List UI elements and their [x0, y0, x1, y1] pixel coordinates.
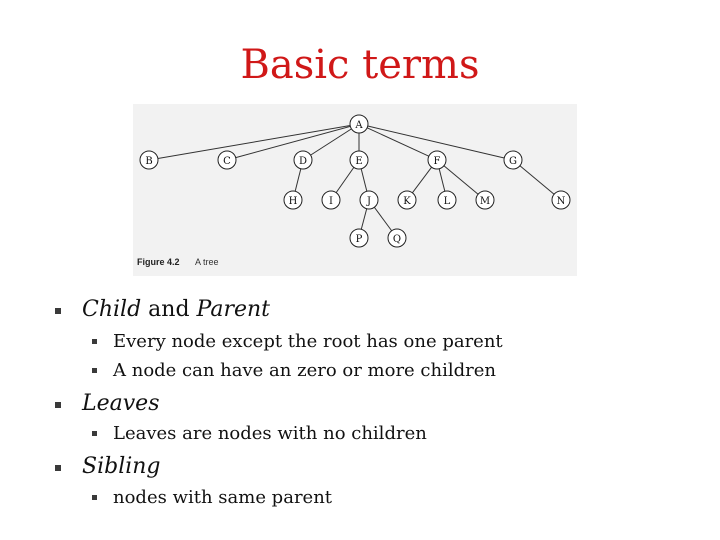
tree-edge-g-n — [520, 166, 554, 194]
tree-node-label: H — [288, 196, 298, 207]
sub-bullet-marker — [92, 495, 97, 500]
tree-diagram — [133, 104, 577, 276]
tree-node-label: E — [355, 156, 363, 167]
tree-node-b — [140, 151, 158, 169]
tree-node-label: G — [509, 156, 517, 167]
tree-node-k — [398, 191, 416, 209]
bullet-children-rule: A node can have an zero or more children — [113, 360, 496, 381]
bullet-marker — [55, 308, 61, 314]
tree-edge-e-j — [361, 169, 367, 192]
tree-node-label: M — [479, 196, 491, 207]
tree-node-i — [322, 191, 340, 209]
tree-node-label: J — [366, 196, 372, 207]
tree-node-label: N — [556, 196, 566, 207]
tree-node-c — [218, 151, 236, 169]
tree-figure — [133, 104, 577, 276]
tree-node-label: Q — [392, 234, 402, 245]
tree-node-label: K — [403, 196, 411, 207]
tree-node-label: I — [329, 196, 333, 207]
tree-node-label: F — [433, 156, 441, 167]
slide-title: Basic terms — [240, 42, 480, 88]
bullet-marker — [55, 402, 61, 408]
and-word: and — [141, 297, 197, 322]
tree-node-l — [438, 191, 456, 209]
tree-node-h — [284, 191, 302, 209]
tree-edge-d-h — [295, 169, 301, 192]
tree-edge-f-l — [439, 169, 445, 192]
figure-caption-text: A tree — [195, 257, 219, 267]
tree-edge-j-p — [361, 209, 366, 230]
tree-edge-a-d — [311, 129, 352, 155]
bullet-leaves-definition: Leaves are nodes with no children — [113, 423, 427, 444]
bullet-sibling: Sibling — [82, 454, 161, 479]
tree-node-e — [350, 151, 368, 169]
bullet-marker — [55, 465, 61, 471]
tree-edge-f-m — [444, 166, 478, 194]
tree-node-label: L — [443, 196, 451, 207]
tree-node-label: C — [223, 156, 231, 167]
tree-node-q — [388, 229, 406, 247]
parent-term: Parent — [196, 297, 271, 322]
tree-edge-f-k — [412, 167, 431, 193]
bullet-leaves: Leaves — [82, 391, 160, 416]
tree-edge-e-i — [336, 167, 354, 192]
tree-node-label: A — [355, 120, 363, 131]
tree-node-a — [350, 115, 368, 133]
bullet-child-parent — [82, 297, 270, 322]
tree-node-f — [428, 151, 446, 169]
tree-edge-a-f — [367, 128, 429, 156]
child-term: Child — [82, 297, 142, 322]
tree-edge-j-q — [374, 207, 391, 231]
tree-node-m — [476, 191, 494, 209]
tree-node-p — [350, 229, 368, 247]
tree-node-n — [552, 191, 570, 209]
tree-node-label: D — [298, 156, 308, 167]
bullet-sibling-definition: nodes with same parent — [113, 487, 333, 508]
figure-caption-label: Figure 4.2 — [137, 257, 180, 267]
sub-bullet-marker — [92, 431, 97, 436]
tree-edge-a-b — [158, 126, 350, 159]
tree-node-d — [294, 151, 312, 169]
tree-node-label: B — [145, 156, 153, 167]
sub-bullet-marker — [92, 368, 97, 373]
tree-node-g — [504, 151, 522, 169]
bullet-parent-rule: Every node except the root has one parent — [113, 331, 503, 352]
sub-bullet-marker — [92, 339, 97, 344]
tree-node-label: P — [355, 234, 363, 245]
tree-node-j — [360, 191, 378, 209]
